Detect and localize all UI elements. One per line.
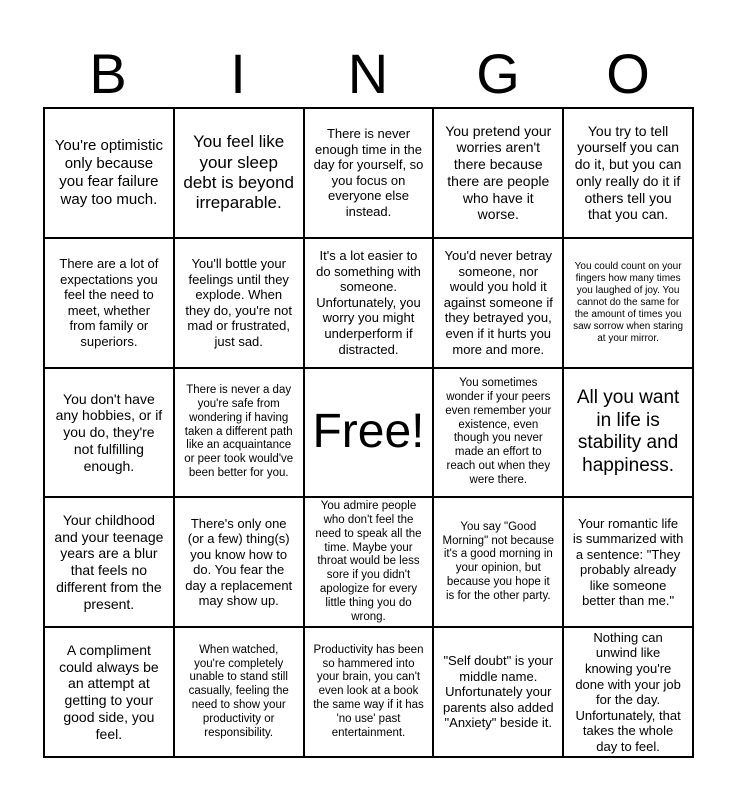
header-letter-b: B — [89, 42, 127, 105]
bingo-cell-text: It's a lot easier to do something with someone. Unfortunately, you worry you might underperform if distracted. — [316, 248, 421, 357]
bingo-cell[interactable] — [433, 497, 563, 627]
bingo-cell[interactable] — [44, 497, 174, 627]
bingo-cell-text: You admire people who don't feel the need to speak all the time. Maybe your throat would be less sore if you didn't apologize for every little thing you do wrong. — [315, 500, 422, 623]
bingo-cell[interactable] — [304, 108, 434, 238]
bingo-cell[interactable] — [44, 627, 174, 757]
bingo-cell-text: Your childhood and your teenage years are a blur that feels no different from the present. — [54, 511, 164, 612]
bingo-cell-text: Productivity has been so hammered into your brain, you can't even look at a book the same way if it has 'no use' past entertainment. — [313, 643, 424, 739]
bingo-grid — [43, 107, 694, 758]
bingo-cell[interactable] — [563, 368, 693, 498]
bingo-cell-text: There's only one (or a few) thing(s) you know how to do. You fear the day a replacement may show up. — [185, 515, 293, 609]
bingo-cell-text: You'll bottle your feelings until they explode. When they do, you're not mad or frustrated, just sad. — [185, 255, 292, 349]
bingo-cell-text: "Self doubt" is your middle name. Unfortunately your parents also added "Anxiety" beside it. — [442, 653, 554, 731]
bingo-cell-text: You pretend your worries aren't there because there are people who have it worse. — [445, 122, 552, 223]
bingo-cell[interactable] — [563, 627, 693, 757]
bingo-header — [43, 40, 694, 108]
bingo-cell[interactable] — [433, 627, 563, 757]
bingo-cell[interactable] — [44, 238, 174, 368]
bingo-cell[interactable] — [304, 497, 434, 627]
bingo-cell[interactable] — [174, 497, 304, 627]
bingo-cell[interactable] — [433, 368, 563, 498]
bingo-cell-text: Your romantic life is summarized with a sentence: "They probably already like someone better than me." — [572, 515, 684, 609]
bingo-cell[interactable] — [304, 627, 434, 757]
bingo-cell[interactable] — [563, 238, 693, 368]
bingo-cell[interactable] — [563, 497, 693, 627]
bingo-cell[interactable] — [44, 108, 174, 238]
header-letter-g: G — [476, 42, 520, 105]
bingo-cell[interactable] — [433, 108, 563, 238]
bingo-cell-text: All you want in life is stability and happiness. — [576, 386, 680, 477]
bingo-cell-text: You say "Good Morning" not because it's a good morning in your opinion, but because you hope it is for the other party. — [442, 520, 555, 602]
bingo-cell-text: You try to tell yourself you can do it, but you can only really do it if others tell you that you can. — [574, 122, 682, 223]
bingo-cell-text: There is never a day you're safe from wondering if having taken a different path like an acquaintance or peer took would've been better for you. — [184, 384, 294, 479]
bingo-cell[interactable] — [174, 238, 304, 368]
bingo-cell-text: A compliment could always be an attempt at getting to your good side, you feel. — [59, 641, 159, 742]
bingo-cell[interactable] — [174, 108, 304, 238]
bingo-cell[interactable] — [433, 238, 563, 368]
bingo-cell[interactable] — [304, 238, 434, 368]
bingo-cell-text: When watched, you're completely unable to stand still casually, feeling the need to show your productivity or responsibility. — [188, 643, 289, 739]
bingo-cell-text: There is never enough time in the day for yourself, so you focus on everyone else instead. — [313, 126, 424, 220]
bingo-cell[interactable] — [174, 368, 304, 498]
header-letter-i: I — [230, 42, 246, 105]
bingo-cell-text: You don't have any hobbies, or if you do, they're not fulfilling enough. — [55, 390, 163, 474]
bingo-cell[interactable] — [44, 368, 174, 498]
bingo-cell[interactable] — [174, 627, 304, 757]
bingo-cell-text: You'd never betray someone, nor would you hold it against someone if they betrayed you, even if it hurts you more and more. — [443, 248, 553, 357]
bingo-cell-text: You feel like your sleep debt is beyond irreparable. — [183, 132, 294, 213]
bingo-cell-text: You sometimes wonder if your peers even remember your existence, even though you never made an effort to reach out when they were there. — [445, 377, 552, 486]
free-space-text: Free! — [312, 405, 425, 459]
free-space-cell[interactable] — [304, 368, 434, 498]
bingo-cell-text: You could count on your fingers how many times you laughed of joy. You cannot do the same for the amount of times you saw sorrow when staring at your mirror. — [573, 260, 684, 344]
bingo-cell[interactable] — [563, 108, 693, 238]
bingo-cell-text: You're optimistic only because you fear failure way too much. — [54, 136, 163, 208]
header-letter-o: O — [606, 42, 650, 105]
header-letter-n: N — [347, 42, 389, 105]
bingo-cell-text: There are a lot of expectations you feel the need to meet, whether from family or superiors. — [59, 255, 159, 349]
bingo-cell-text: Nothing can unwind like knowing you're done with your job for the day. Unfortunately, that takes the whole day to feel. — [575, 629, 681, 754]
